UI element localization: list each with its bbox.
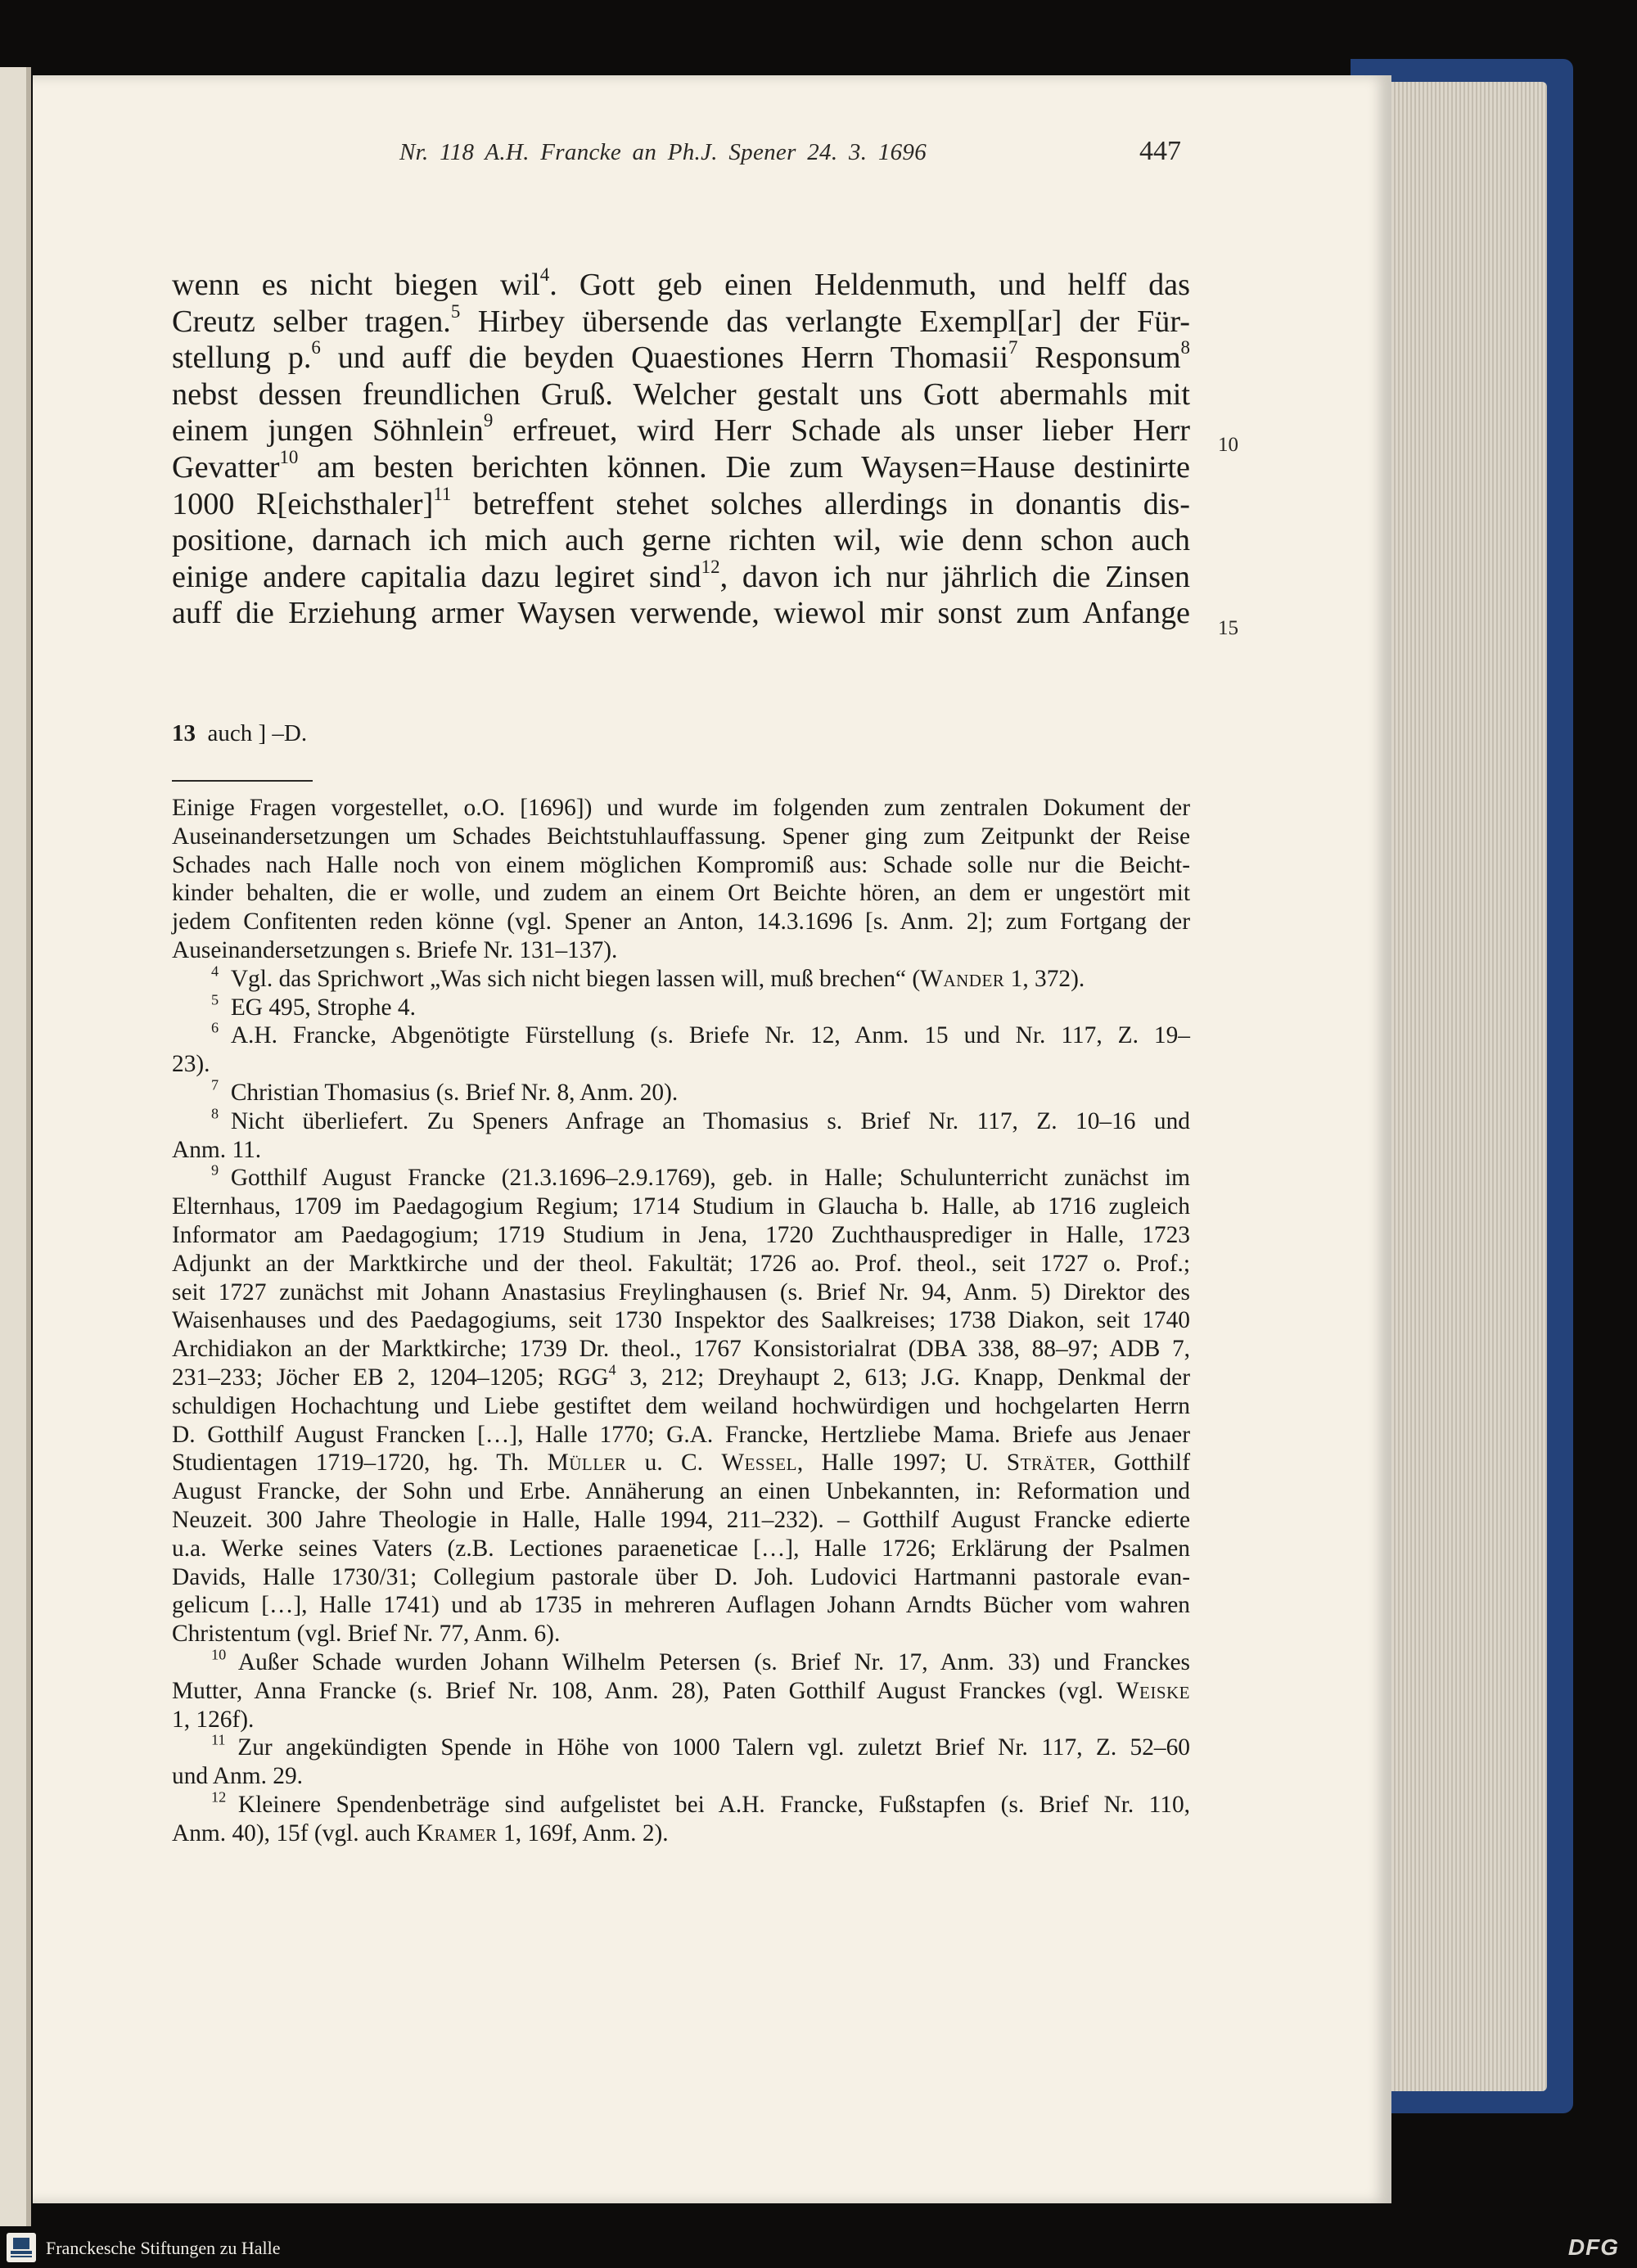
textual-apparatus — [172, 720, 307, 747]
body-line: nebst dessen freundlichen Gruß. Welcher gestalt uns Gott abermahls mit — [172, 376, 1190, 412]
body-line: Gevatter$^{10}$ am besten berichten können. Die zum Waysen=Hause destinirte — [172, 446, 1190, 485]
footnote-number: 7 — [211, 1076, 219, 1093]
footnote-line: Archidiakon an der Marktkirche; 1739 Dr. theol., 1767 Konsistorialrat (DBA 338, 88–97; ADB 7, — [172, 1336, 1190, 1363]
footnote-ref: 11 — [433, 483, 452, 504]
small-caps-name: Weiske — [1116, 1677, 1190, 1704]
institution-name: Franckesche Stiftungen zu Halle — [46, 2238, 281, 2258]
body-line: auff die Erziehung armer Waysen verwende, wiewol mir sonst zum Anfange — [172, 596, 1190, 631]
footnote-ref: 6 — [311, 337, 321, 358]
footnote-number: 11 — [211, 1731, 226, 1748]
footnote-line: Einige Fragen vorgestellet, o.O. [1696]) und wurde im folgenden zum zentralen Dokument der — [172, 795, 1190, 821]
footnote-start-line: $^8$ Nicht überliefert. Zu Speners Anfrage an Thomasius s. Brief Nr. 117, Z. 10–16 und — [211, 1105, 1190, 1134]
footnote-line: und Anm. 29. — [172, 1763, 304, 1790]
footnote-start-line: $^4$ Vgl. das Sprichwort „Was sich nicht biegen lassen will, muß brechen“ (Wander 1, 372). — [211, 963, 1085, 992]
footnote-line: Neuzeit. 300 Jahre Theologie in Halle, Halle 1994, 211–232). – Gotthilf August Francke edierte — [172, 1506, 1190, 1533]
footnote-number: 9 — [211, 1161, 219, 1179]
footnote-line: Waisenhauses und des Paedagogiums, seit 1730 Inspektor des Saalkreises; 1738 Diakon, seit 1740 — [172, 1307, 1190, 1334]
letter-body-text — [172, 264, 1191, 632]
footnote-line: D. Gotthilf August Francken […], Halle 1770; G.A. Francke, Hertzliebe Mama. Briefe aus Jenaer — [172, 1421, 1190, 1448]
footnote-number: 6 — [211, 1019, 219, 1036]
small-caps-name: Müller — [547, 1450, 627, 1477]
footnote-line: Schades nach Halle noch von einem möglichen Kompromiß aus: Schade solle nur die Beicht- — [172, 851, 1190, 878]
body-line: einem jungen Söhnlein$^9$ erfreuet, wird Herr Schade als unser lieber Herr — [172, 410, 1190, 449]
footnote-ref: 10 — [279, 446, 299, 467]
dfg-logo: DFG — [1567, 2234, 1619, 2260]
footnote-line: Anm. 11. — [172, 1136, 262, 1163]
footnote-start-line: $^5$ EG 495, Strophe 4. — [211, 990, 416, 1021]
footnote-line: kinder behalten, die er wolle, und zudem an einem Ort Beichte hören, an dem er ungestört mit — [172, 880, 1190, 907]
body-line: stellung p.$^6$ und auff die beyden Quaestiones Herrn Thomasii$^7$ Responsum$^8$ — [172, 337, 1190, 376]
footnote-line: u.a. Werke seines Vaters (z.B. Lectiones paraeneticae […], Halle 1726; Erklärung der Psalmen — [172, 1535, 1190, 1562]
footnote-line: Davids, Halle 1730/31; Collegium pastorale über D. Joh. Ludovici Hartmanni pastorale evan- — [172, 1563, 1190, 1590]
footnote-ref: 5 — [450, 300, 461, 322]
body-line: positione, darnach ich mich auch gerne richten wil, wie denn schon auch — [172, 523, 1190, 558]
footnote-line: seit 1727 zunächst mit Johann Anastasius Freylinghausen (s. Brief Nr. 94, Anm. 5) Direktor des — [172, 1278, 1190, 1305]
line-number-15: 15 — [1218, 617, 1238, 639]
footnote-ref: 7 — [1008, 337, 1018, 358]
footnote-number: 12 — [211, 1788, 227, 1806]
footnote-line: Mutter, Anna Francke (s. Brief Nr. 108, Anm. 28), Paten Gotthilf August Franckes (vgl. Weiske — [172, 1677, 1190, 1704]
footnote-line: Anm. 40), 15f (vgl. auch Kramer 1, 169f, Anm. 2). — [172, 1819, 669, 1846]
footnote-line: schuldigen Hochachtung und Liebe gestiftet dem weiland hochwürdigen und hochgelarten Herrn — [172, 1392, 1190, 1419]
footnote-start-line: $^9$ Gotthilf August Francke (21.3.1696–2.9.1769), geb. in Halle; Schulunterricht zunächst im — [211, 1161, 1190, 1192]
small-caps-name: Sträter — [1006, 1450, 1090, 1477]
footnote-ref: 8 — [1180, 337, 1190, 358]
footnote-line: 1, 126f). — [172, 1706, 255, 1733]
footnote-start-line: $^{12}$ Kleinere Spendenbeträge sind aufgelistet bei A.H. Francke, Fußstapfen (s. Brief Nr. 110, — [211, 1788, 1190, 1818]
superscript: 4 — [608, 1361, 616, 1378]
footnote-line: 231–233; Jöcher EB 2, 1204–1205; RGG$^4$ 3, 212; Dreyhaupt 2, 613; J.G. Knapp, Denkmal der — [172, 1361, 1191, 1391]
body-line: 1000 R[eichsthaler]$^{11}$ betreffent stehet solches allerdings in donantis dis- — [172, 483, 1191, 521]
footnotes — [172, 794, 1190, 1847]
footnote-line: Christentum (vgl. Brief Nr. 77, Anm. 6). — [172, 1621, 561, 1648]
apparatus-note: auch ] –D. — [207, 720, 308, 746]
previous-page-edge — [0, 67, 31, 2236]
footnote-start-line: $^7$ Christian Thomasius (s. Brief Nr. 8, Anm. 20). — [211, 1076, 679, 1106]
footnote-line: Adjunkt an der Marktkirche und der theol. Fakultät; 1726 ao. Prof. theol., seit 1727 o. Prof.; — [172, 1250, 1190, 1277]
page-block-edge — [1383, 82, 1547, 2091]
footnote-line: Elternhaus, 1709 im Paedagogium Regium; 1714 Studium in Glaucha b. Halle, ab 1716 zugleich — [172, 1193, 1190, 1220]
running-head: Nr. 118 A.H. Francke an Ph.J. Spener 24. 3. 1696 — [399, 139, 927, 165]
footnote-ref: 12 — [701, 556, 720, 577]
footnote-line: August Francke, der Sohn und Erbe. Annäherung an einen Unbekannten, in: Reformation und — [172, 1478, 1190, 1505]
footnote-number: 5 — [211, 990, 219, 1008]
body-line: Creutz selber tragen.$^5$ Hirbey übersende das verlangte Exempl[ar] der Für- — [172, 300, 1190, 339]
page-number: 447 — [1139, 136, 1181, 166]
institution-logo-icon — [7, 2233, 36, 2262]
footer-bar — [0, 2226, 1637, 2268]
small-caps-name: Kramer — [416, 1819, 498, 1846]
footnote-ref: 4 — [539, 264, 550, 285]
footnote-line: jedem Confitenten reden könne (vgl. Spener an Anton, 14.3.1696 [s. Anm. 2]; zum Fortgang der — [172, 909, 1190, 936]
footnote-start-line: $^6$ A.H. Francke, Abgenötigte Fürstellung (s. Briefe Nr. 12, Anm. 15 und Nr. 117, Z. 19– — [211, 1019, 1190, 1049]
footnote-line: Auseinandersetzungen um Schades Beichtstuhlauffassung. Spener ging zum Zeitpunkt der Reise — [172, 823, 1190, 850]
footnote-line: Studientagen 1719–1720, hg. Th. Müller u. C. Wessel, Halle 1997; U. Sträter, Gotthilf — [172, 1450, 1190, 1477]
footnote-line: gelicum […], Halle 1741) und ab 1735 in mehreren Auflagen Johann Arndts Bücher vom wahren — [172, 1592, 1190, 1619]
footnote-number: 4 — [211, 963, 219, 980]
line-number-10: 10 — [1218, 434, 1238, 456]
small-caps-name: Wander — [920, 965, 1005, 992]
footnote-line: Informator am Paedagogium; 1719 Studium in Jena, 1720 Zuchthausprediger in Halle, 1723 — [172, 1221, 1190, 1248]
apparatus-line-ref: 13 — [172, 720, 196, 746]
body-line: einige andere capitalia dazu legiret sind$^{12}$, davon ich nur jährlich die Zinsen — [172, 556, 1190, 594]
footnote-start-line: $^{11}$ Zur angekündigten Spende in Höhe von 1000 Talern vgl. zuletzt Brief Nr. 117, Z. 52–60 — [211, 1731, 1190, 1761]
footnote-ref: 9 — [483, 410, 494, 431]
footnote-start-line: $^{10}$ Außer Schade wurden Johann Wilhelm Petersen (s. Brief Nr. 17, Anm. 33) und Franckes — [211, 1646, 1190, 1675]
footnote-line: 23). — [172, 1051, 210, 1078]
footnote-number: 8 — [211, 1105, 219, 1122]
footnote-line: Auseinandersetzungen s. Briefe Nr. 131–137). — [172, 936, 618, 963]
footnote-rule — [172, 780, 313, 782]
small-caps-name: Wessel — [721, 1450, 797, 1477]
body-line: wenn es nicht biegen wil$^4$. Gott geb einen Heldenmuth, und helff das — [172, 264, 1190, 302]
footnote-number: 10 — [211, 1646, 227, 1663]
